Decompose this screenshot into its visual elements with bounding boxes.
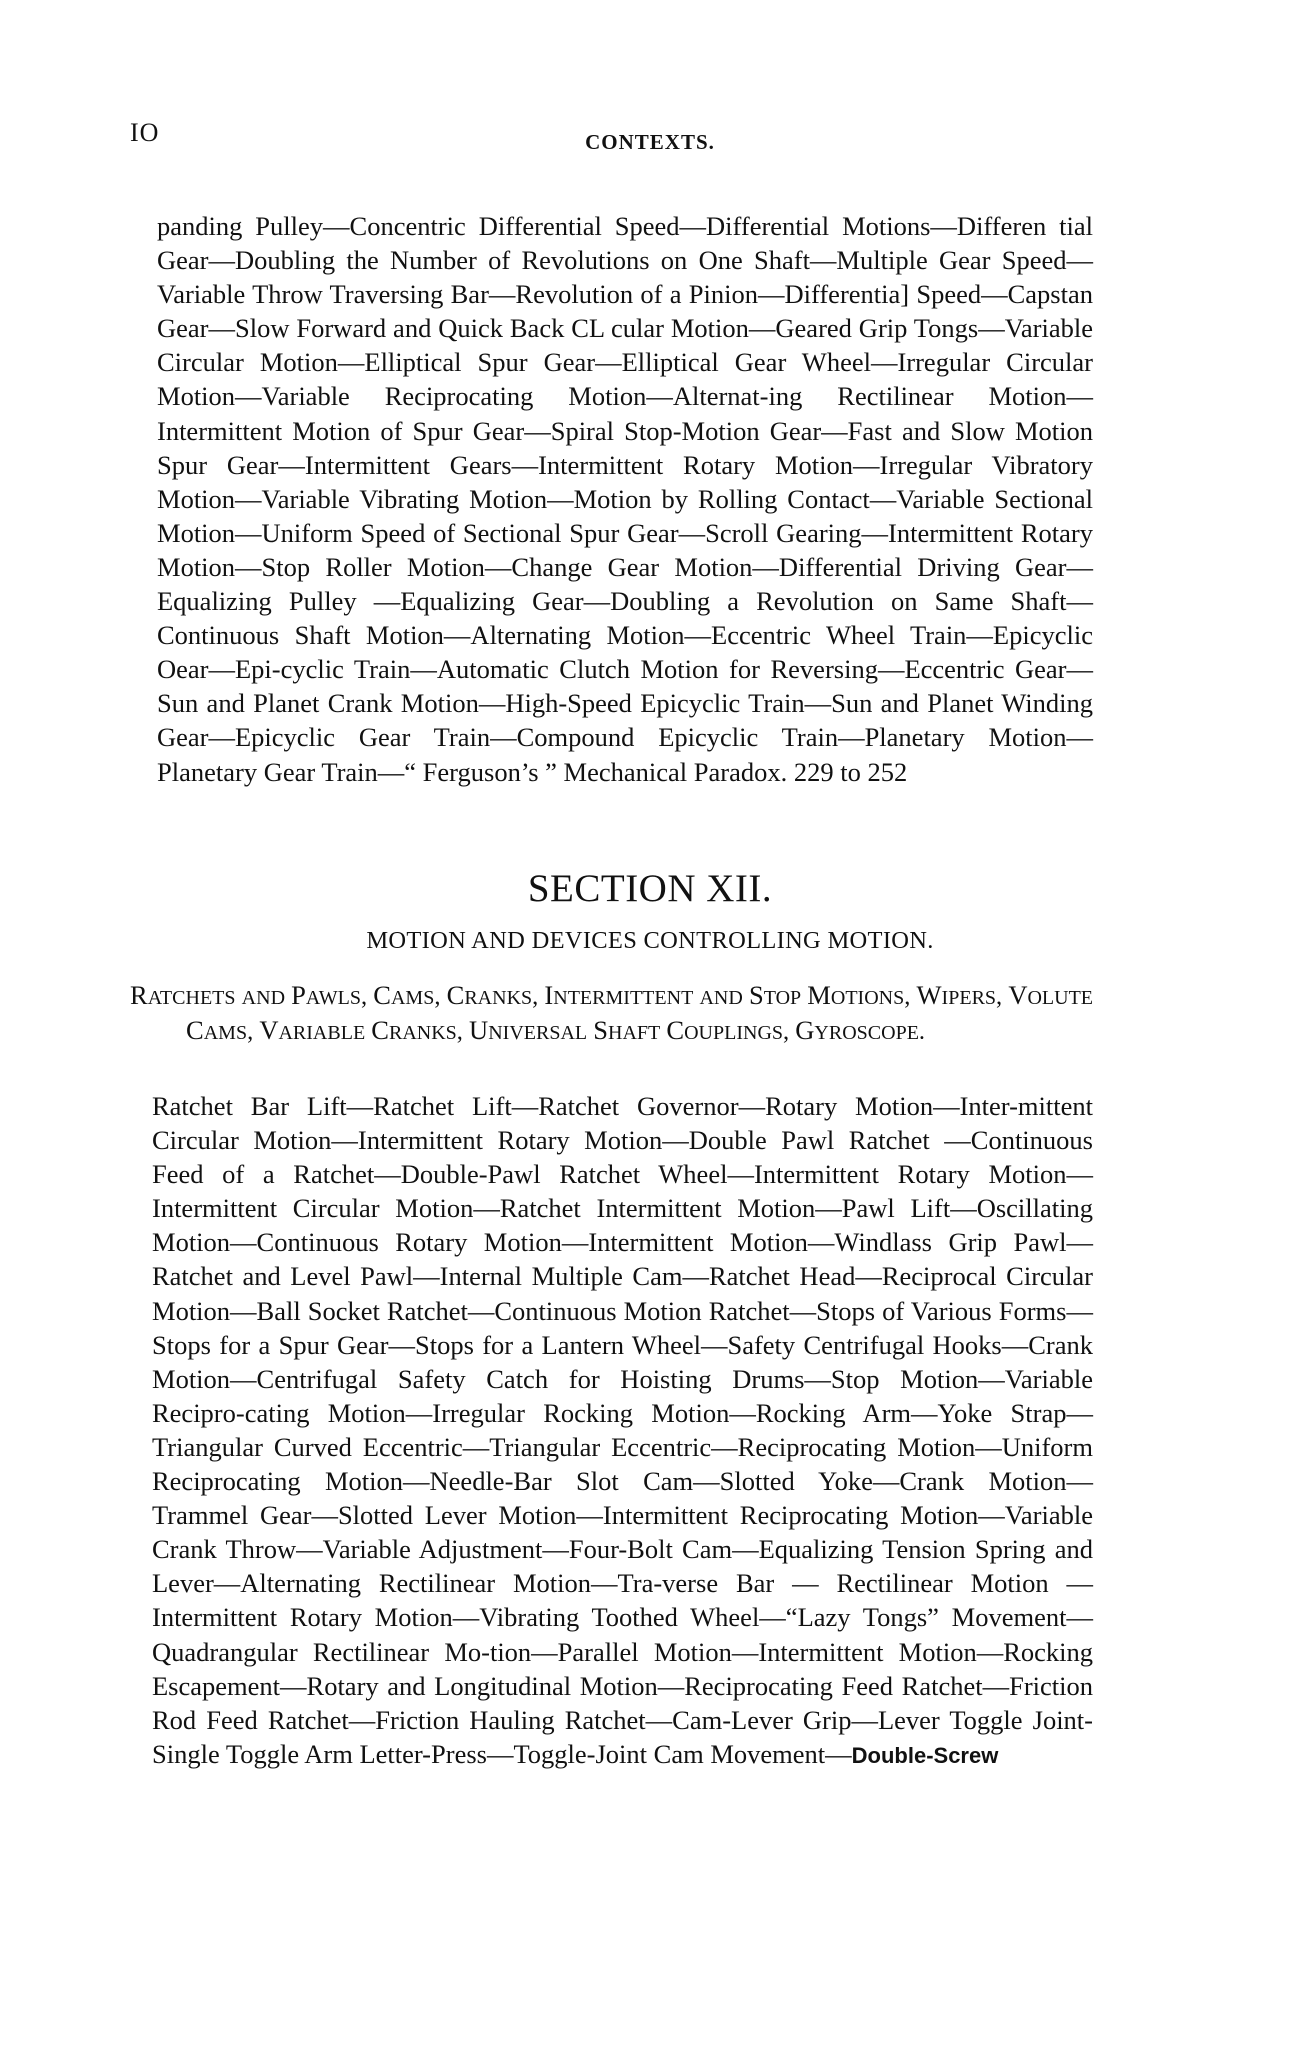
running-title: CONTEXTS. <box>585 130 715 154</box>
section-title: SECTION XII. <box>527 867 773 910</box>
section-xii-contents-text: Ratchet Bar Lift—Ratchet Lift—Ratchet Governor—Rotary Motion—Inter-mittent Circular Motion—Intermittent Rotary Motion—Double Pawl Ratchet —Continuous Feed of a Ratchet—Double-Pawl Ratchet Wheel—Intermittent Rotary Motion—Intermittent Circular Motion—Ratchet Intermittent Motion—Pawl Lift—Oscillating Motion—Continuous Rotary Motion—Intermittent Motion—Windlass Grip Pawl—Ratchet and Level Pawl—Internal Multiple Cam—Ratchet Head—Reciprocal Circular Motion—Ball Socket Ratchet—Continuous Motion Ratchet—Stops of Various Forms—Stops for a Spur Gear—Stops for a Lantern Wheel—Safety Centrifugal Hooks—Crank Motion—Centrifugal Safety Catch for Hoisting Drums—Stop Motion—Variable Recipro-cating Motion—Irregular Rocking Motion—Rocking Arm—Yoke Strap—Triangular Curved Eccentric—Triangular Eccentric—Reciprocating Motion—Uniform Reciprocating Motion—Needle-Bar Slot Cam—Slotted Yoke—Crank Motion—Trammel Gear—Slotted Lever Motion—Intermittent Reciprocating Motion—Variable Crank Throw—Variable Adjustment—Four-Bolt Cam—Equalizing Tension Spring and Lever—Alternating Rectilinear Motion—Tra-verse Bar — Rectilinear Motion — Intermittent Rotary Motion—Vibrating Toothed Wheel—“Lazy Tongs” Movement—Quadrangular Rectilinear Mo-tion—Parallel Motion—Intermittent Motion—Rocking Escapement—Rotary and Longitudinal Motion—Reciprocating Feed Ratchet—Friction Rod Feed Ratchet—Friction Hauling Ratchet—Cam-Lever Grip—Lever Toggle Joint-Single Toggle Arm Letter-Press—Toggle-Joint Cam Movement— <box>152 1091 1093 1769</box>
section-xi-contents-continued: panding Pulley—Concentric Differential Speed—Differential Motions—Differen tial Gear—Doubling the Number of Revolutions on One Shaft—Multiple Gear Speed—Variable Throw Traversing Bar—Revolution of a Pinion—Differentia] Speed—Capstan Gear—Slow Forward and Quick Back CL cular Motion—Geared Grip Tongs—Variable Circular Motion—Elliptical Spur Gear—Elliptical Gear Wheel—Irregular Circular Motion—Variable Reciprocating Motion—Alternat-ing Rectilinear Motion—Intermittent Motion of Spur Gear—Spiral Stop-Motion Gear—Fast and Slow Motion Spur Gear—Intermittent Gears—Intermittent Rotary Motion—Irregular Vibratory Motion—Variable Vibrating Motion—Motion by Rolling Contact—Variable Sectional Motion—Uniform Speed of Sectional Spur Gear—Scroll Gearing—Intermittent Rotary Motion—Stop Roller Motion—Change Gear Motion—Differential Driving Gear—Equalizing Pulley —Equalizing Gear—Doubling a Revolution on Same Shaft—Continuous Shaft Motion—Alternating Motion—Eccentric Wheel Train—Epicyclic Oear—Epi-cyclic Train—Automatic Clutch Motion for Reversing—Eccentric Gear—Sun and Planet Crank Motion—High-Speed Epicyclic Train—Sun and Planet Winding Gear—Epicyclic Gear Train—Compound Epicyclic Train—Planetary Motion—Planetary Gear Train—“ Ferguson’s ” Mechanical Paradox. 229 to 252 <box>157 211 1093 787</box>
section-topics <box>130 979 1093 1049</box>
section-topics-text: RATCHETS AND PAWLS, CAMS, CRANKS, INTERMITTENT AND STOP MOTIONS, WIPERS, VOLUTE CAMS, VARIABLE CRANKS, UNIVERSAL SHAFT COUPLINGS, GYROSCOPE. <box>130 980 1094 1045</box>
section-subtitle: MOTION AND DEVICES CONTROLLING MOTION. <box>366 927 934 954</box>
contents-trailing-bold: Double-Screw <box>851 1742 999 1768</box>
section-xii-contents <box>152 1089 1093 1773</box>
page-number: IO <box>130 118 160 147</box>
